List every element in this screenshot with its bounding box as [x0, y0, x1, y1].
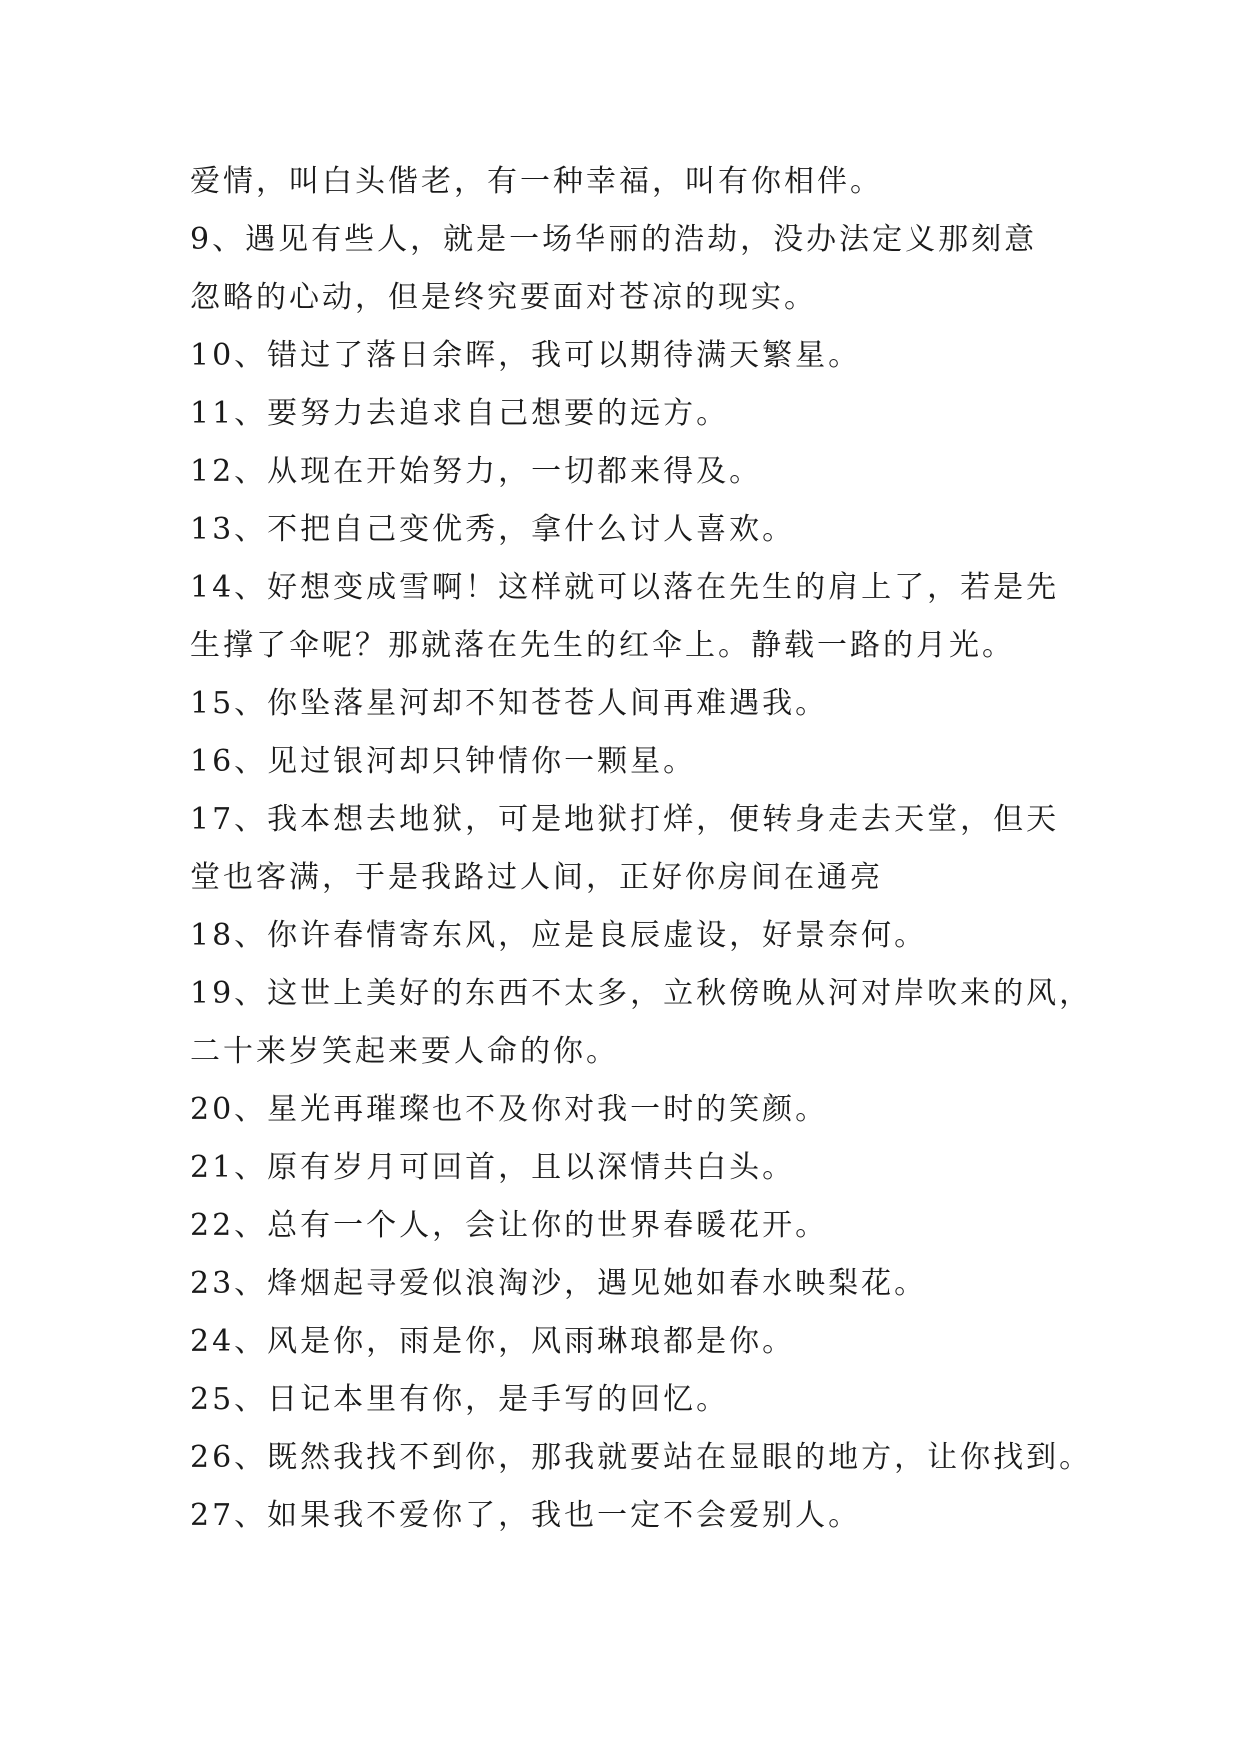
text-line: 16、见过银河却只钟情你一颗星。: [190, 744, 697, 779]
text-line: 生撑了伞呢？那就落在先生的红伞上。静载一路的月光。: [190, 628, 1015, 663]
text-line: 忽略的心动，但是终究要面对苍凉的现实。: [190, 280, 817, 315]
text-line: 18、你许春情寄东风，应是良辰虚设，好景奈何。: [190, 918, 928, 953]
text-line: 24、风是你，雨是你，风雨琳琅都是你。: [190, 1324, 796, 1359]
text-line: 12、从现在开始努力，一切都来得及。: [190, 454, 763, 489]
text-line: 9、遇见有些人，就是一场华丽的浩劫，没办法定义那刻意: [190, 222, 1038, 257]
text-line: 15、你坠落星河却不知苍苍人间再难遇我。: [190, 686, 829, 721]
text-line: 13、不把自己变优秀，拿什么讨人喜欢。: [190, 512, 796, 547]
text-line: 26、既然我找不到你，那我就要站在显眼的地方，让你找到。: [190, 1440, 1093, 1475]
text-line: 二十来岁笑起来要人命的你。: [190, 1034, 619, 1069]
text-line: 10、错过了落日余晖，我可以期待满天繁星。: [190, 338, 862, 373]
text-line: 27、如果我不爱你了，我也一定不会爱别人。: [190, 1498, 862, 1533]
text-line: 17、我本想去地狱，可是地狱打烊，便转身走去天堂，但天: [190, 802, 1060, 837]
text-line: 22、总有一个人，会让你的世界春暖花开。: [190, 1208, 829, 1243]
text-line: 23、烽烟起寻爱似浪淘沙，遇见她如春水映梨花。: [190, 1266, 928, 1301]
text-line: 爱情，叫白头偕老，有一种幸福，叫有你相伴。: [190, 164, 883, 199]
text-line: 11、要努力去追求自己想要的远方。: [190, 396, 730, 431]
text-line: 19、这世上美好的东西不太多，立秋傍晚从河对岸吹来的风，: [190, 976, 1093, 1011]
text-line: 21、原有岁月可回首，且以深情共白头。: [190, 1150, 796, 1185]
text-line: 14、好想变成雪啊！这样就可以落在先生的肩上了，若是先: [190, 570, 1060, 605]
document-body: [190, 153, 1093, 1545]
text-line: 20、星光再璀璨也不及你对我一时的笑颜。: [190, 1092, 829, 1127]
text-line: 堂也客满，于是我路过人间，正好你房间在通亮: [190, 860, 883, 895]
text-line: 25、日记本里有你，是手写的回忆。: [190, 1382, 730, 1417]
